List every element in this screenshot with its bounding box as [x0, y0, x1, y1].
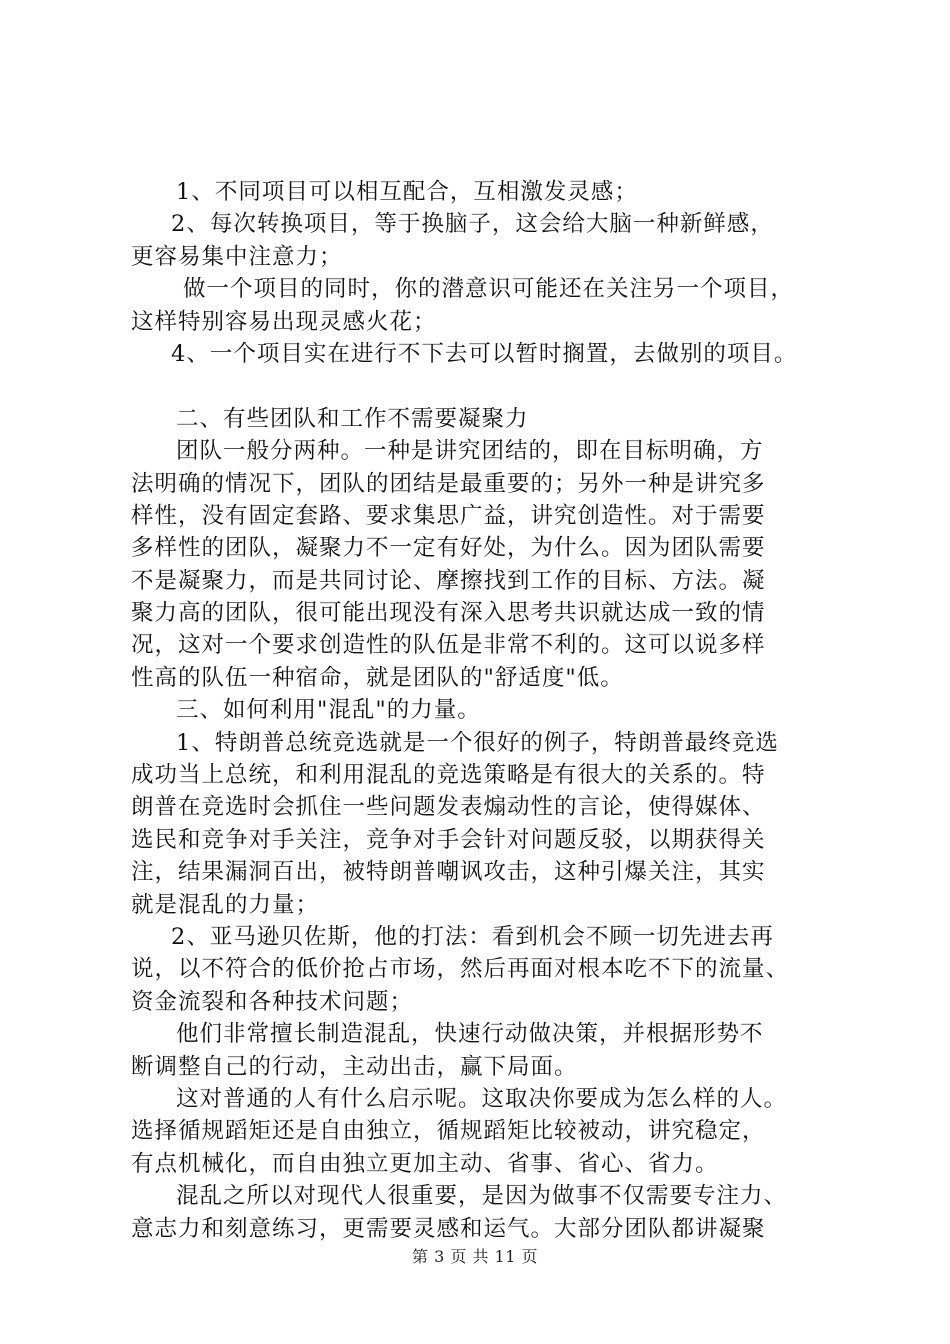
paragraph-line: 意志力和刻意练习，更需要灵感和运气。大部分团队都讲凝聚 — [131, 1215, 766, 1242]
paragraph-line: 1、不同项目可以相互配合，互相激发灵感； — [176, 179, 638, 205]
paragraph-line: 就是混乱的力量； — [131, 891, 320, 918]
paragraph-line: 多样性的团队，凝聚力不一定有好处，为什么。因为团队需要 — [131, 535, 766, 562]
paragraph-line: 不是凝聚力，而是共同讨论、摩擦找到工作的目标、方法。凝 — [131, 567, 766, 594]
paragraph-line: 他们非常擅长制造混乱，快速行动做决策，并根据形势不 — [176, 1021, 764, 1048]
paragraph-line: 选民和竞争对手关注，竞争对手会针对问题反驳，以期获得关 — [131, 826, 766, 853]
paragraph-line: 混乱之所以对现代人很重要，是因为做事不仅需要专注力、 — [176, 1183, 788, 1210]
paragraph-line: 样性，没有固定套路、要求集思广益，讲究创造性。对于需要 — [131, 502, 766, 529]
paragraph-line: 做一个项目的同时，你的潜意识可能还在关注另一个项目， — [183, 276, 795, 303]
paragraph-line: 说，以不符合的低价抢占市场，然后再面对根本吃不下的流量、 — [131, 956, 790, 983]
paragraph-line: 聚力高的团队，很可能出现没有深入思考共识就达成一致的情 — [131, 600, 766, 627]
paragraph-line: 法明确的情况下，团队的团结是最重要的；另外一种是讲究多 — [131, 470, 766, 497]
paragraph-line: 选择循规蹈矩还是自由独立，循规蹈矩比较被动，讲究稳定， — [131, 1118, 766, 1145]
paragraph-line: 这对普通的人有什么启示呢。这取决你要成为怎么样的人。 — [176, 1085, 788, 1112]
blank-line — [131, 370, 851, 402]
paragraph-line: 1、特朗普总统竞选就是一个很好的例子，特朗普最终竞选 — [176, 729, 779, 756]
paragraph-line: 资金流裂和各种技术问题； — [131, 988, 414, 1015]
paragraph-line: 注，结果漏洞百出，被特朗普嘲讽攻击，这种引爆关注，其实 — [131, 859, 766, 886]
paragraph-line: 朗普在竞选时会抓住一些问题发表煽动性的言论，使得媒体、 — [131, 794, 766, 821]
paragraph-line: 成功当上总统，和利用混乱的竞选策略是有很大的关系的。特 — [131, 762, 766, 789]
paragraph-line: 2、亚马逊贝佐斯，他的打法：看到机会不顾一切先进去再 — [171, 923, 774, 950]
section-heading: 二、有些团队和工作不需要凝聚力 — [176, 405, 529, 432]
paragraph-line: 更容易集中注意力； — [131, 243, 343, 270]
paragraph-line: 这样特别容易出现灵感火花； — [131, 308, 437, 335]
page-number-footer: 第 3 页 共 11 页 — [412, 1247, 538, 1266]
paragraph-line: 断调整自己的行动，主动出击，赢下局面。 — [131, 1053, 578, 1080]
paragraph-line: 团队一般分两种。一种是讲究团结的，即在目标明确，方 — [176, 438, 764, 465]
section-heading: 三、如何利用"混乱"的力量。 — [176, 697, 481, 724]
paragraph-line: 有点机械化，而自由独立更加主动、省事、省心、省力。 — [131, 1150, 719, 1177]
paragraph-line: 况，这对一个要求创造性的队伍是非常不利的。这可以说多样 — [131, 632, 766, 659]
paragraph-line: 2、每次转换项目，等于换脑子，这会给大脑一种新鲜感， — [171, 211, 774, 238]
paragraph-line: 4、一个项目实在进行不下去可以暂时搁置，去做别的项目。 — [171, 340, 798, 367]
document-body — [131, 176, 851, 1245]
paragraph-line: 性高的队伍一种宿命，就是团队的"舒适度"低。 — [131, 664, 624, 691]
